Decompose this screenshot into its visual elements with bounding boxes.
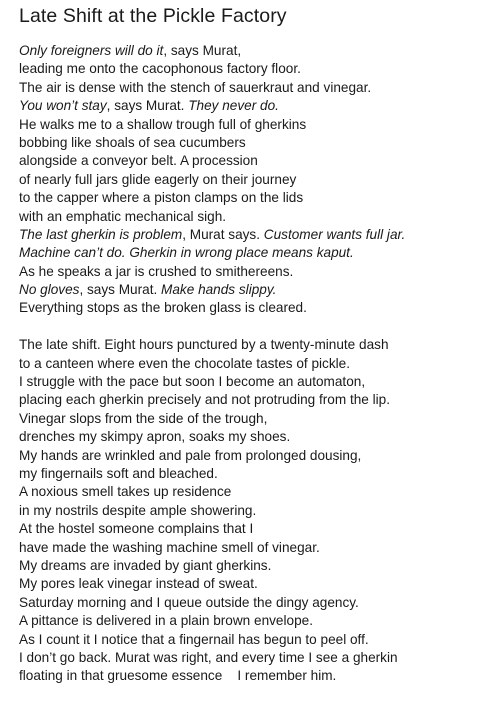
poem-line <box>19 60 488 78</box>
poem-line-italic-text: No gloves <box>19 282 80 298</box>
poem-line <box>19 79 488 97</box>
poem-line <box>19 263 488 281</box>
poem-line-text: I struggle with the pace but soon I become an automaton, <box>19 374 366 390</box>
poem-line-text: with an emphatic mechanical sigh. <box>19 208 227 224</box>
poem-line-text: As I count it I notice that a fingernail has begun to peel off. <box>19 631 369 647</box>
poem-stanza <box>19 336 488 685</box>
poem-line <box>19 557 488 575</box>
poem-line-text: , says Murat. <box>79 282 162 298</box>
poem-line-text: As he speaks a jar is crushed to smithereens. <box>19 263 294 279</box>
poem-line <box>19 355 488 373</box>
poem-line-text: leading me onto the cacophonous factory floor. <box>19 61 301 77</box>
poem-line-text: He walks me to a shallow trough full of gherkins <box>19 116 307 132</box>
poem-line <box>19 299 488 317</box>
poem-line-text: in my nostrils despite ample showering. <box>19 502 257 518</box>
poem-line-italic-text: The last gherkin is problem <box>19 226 183 242</box>
poem-line-text: Vinegar slops from the side of the trough, <box>19 410 268 426</box>
poem-stanza <box>19 42 488 318</box>
poem-line-text: At the hostel someone complains that I <box>19 521 254 537</box>
poem-line <box>19 539 488 557</box>
poem-line <box>19 42 488 60</box>
poem-line-text: have made the washing machine smell of vinegar. <box>19 539 320 555</box>
poem-line-text: floating in that gruesome essence I remember him. <box>19 668 337 684</box>
poem-line <box>19 152 488 170</box>
poem-line-text: Everything stops as the broken glass is cleared. <box>19 300 307 316</box>
poem-line-text: I don’t go back. Murat was right, and every time I see a gherkin <box>19 649 398 665</box>
poem-line-text: , Murat says. <box>182 226 264 242</box>
poem-line <box>19 391 488 409</box>
poem-line <box>19 410 488 428</box>
poem-line <box>19 134 488 152</box>
poem-line <box>19 373 488 391</box>
poem-line-text: to the capper where a piston clamps on the lids <box>19 190 304 206</box>
poem-line-text: My hands are wrinkled and pale from prolonged dousing, <box>19 447 362 463</box>
poem-line-text: drenches my skimpy apron, soaks my shoes. <box>19 429 291 445</box>
poem-line <box>19 244 488 262</box>
poem-line <box>19 594 488 612</box>
poem-line <box>19 612 488 630</box>
poem-line-text: bobbing like shoals of sea cucumbers <box>19 134 246 150</box>
poem-line-text: The late shift. Eight hours punctured by a twenty-minute dash <box>19 337 389 353</box>
poem-line <box>19 575 488 593</box>
poem-line <box>19 447 488 465</box>
poem-line <box>19 97 488 115</box>
poem-line <box>19 502 488 520</box>
poem-line-text: A noxious smell takes up residence <box>19 484 232 500</box>
poem-line <box>19 667 488 685</box>
poem-line-text: my fingernails soft and bleached. <box>19 465 218 481</box>
poem-line-text: My dreams are invaded by giant gherkins. <box>19 557 272 573</box>
poem-line <box>19 483 488 501</box>
poem-line <box>19 649 488 667</box>
poem-line-text: My pores leak vinegar instead of sweat. <box>19 576 258 592</box>
poem-line-italic-text: You won’t stay <box>19 98 107 114</box>
poem-line-text: , says Murat. <box>106 98 189 114</box>
poem-line-italic-text: Machine can’t do. Gherkin in wrong place means kaput. <box>19 245 354 261</box>
poem-line <box>19 336 488 354</box>
poem-line <box>19 208 488 226</box>
poem-line-text: placing each gherkin precisely and not protruding from the lip. <box>19 392 391 408</box>
poem-line-italic-text: They never do. <box>188 98 279 114</box>
poem-line <box>19 171 488 189</box>
poem-line-text: The air is dense with the stench of sauerkraut and vinegar. <box>19 79 372 95</box>
poem-line-text: of nearly full jars glide eagerly on their journey <box>19 171 297 187</box>
poem-line-text: A pittance is delivered in a plain brown envelope. <box>19 613 313 629</box>
poem-line <box>19 631 488 649</box>
poem-line-text: Saturday morning and I queue outside the dingy agency. <box>19 594 359 610</box>
poem-line-text: to a canteen where even the chocolate tastes of pickle. <box>19 355 350 371</box>
poem-line-italic-text: Make hands slippy. <box>161 282 277 298</box>
poem-line <box>19 226 488 244</box>
poem-line <box>19 281 488 299</box>
poem-line-italic-text: Customer wants full jar. <box>263 226 406 242</box>
poem-title: Late Shift at the Pickle Factory <box>19 5 287 27</box>
poem-line-text: , says Murat, <box>163 43 242 58</box>
poem-line <box>19 465 488 483</box>
poem-body <box>19 42 488 686</box>
poem-line <box>19 116 488 134</box>
poem-line-text: alongside a conveyor belt. A procession <box>19 153 258 169</box>
poem-line-italic-text: Only foreigners will do it <box>19 43 164 58</box>
poem-line <box>19 428 488 446</box>
poem-line <box>19 189 488 207</box>
poem-line <box>19 520 488 538</box>
